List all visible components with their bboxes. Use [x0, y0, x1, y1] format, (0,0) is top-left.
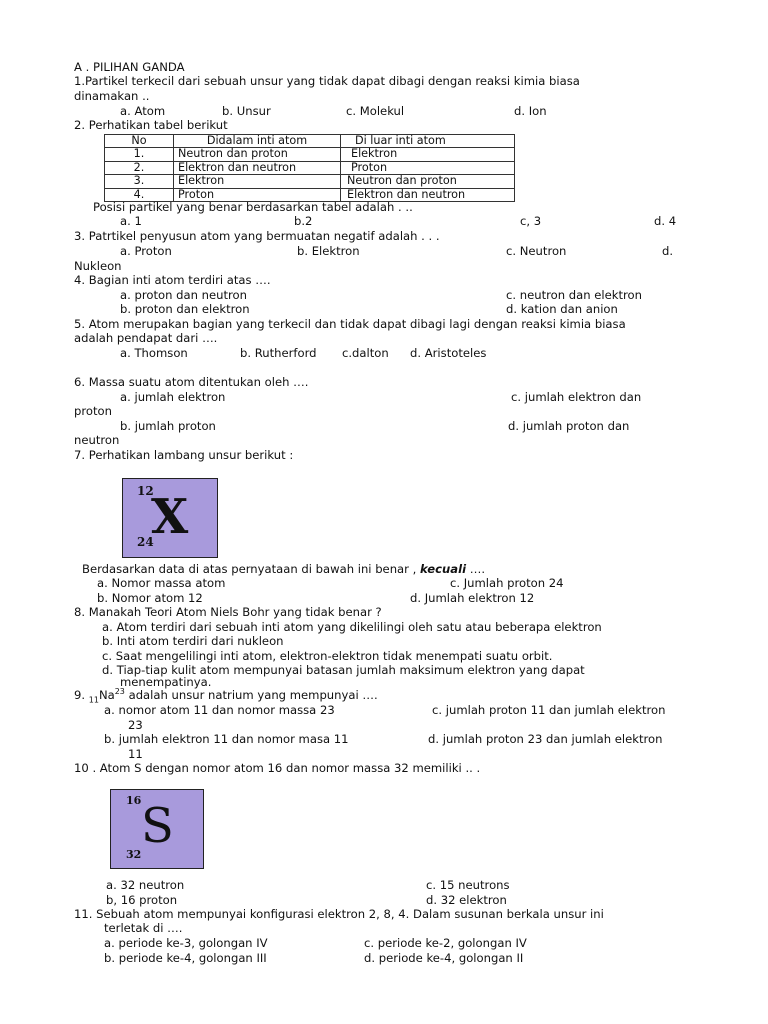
- q8-option-a: a. Atom terdiri dari sebuah inti atom yang dikelilingi oleh satu atau beberapa elektron: [102, 620, 602, 634]
- q10-option-b: b, 16 proton: [106, 893, 178, 907]
- element-box-s: [110, 789, 204, 869]
- q11-option-c: c. periode ke-2, golongan IV: [364, 936, 527, 950]
- table-cell: Elektron: [174, 175, 341, 188]
- q7-question: [82, 562, 485, 577]
- q3-option-c: c. Neutron: [506, 244, 567, 258]
- q9-option-d: d. jumlah proton 23 dan jumlah elektron: [428, 732, 663, 746]
- q4-option-b: b. proton dan elektron: [120, 302, 250, 316]
- element-top-number: 12: [137, 484, 154, 498]
- q1-option-b: b. Unsur: [222, 104, 271, 118]
- q2-option-c: c, 3: [520, 214, 542, 228]
- q3-text: 3. Patrtikel penyusun atom yang bermuatan negatif adalah . . .: [74, 229, 440, 243]
- q9-mass-number: 23: [114, 687, 125, 697]
- q11-text: 11. Sebuah atom mempunyai konfigurasi elektron 2, 8, 4. Dalam susunan berkala unsur ini: [74, 907, 604, 921]
- q10-option-d: d. 32 elektron: [426, 893, 507, 907]
- element-box-x: [122, 478, 218, 558]
- q6-text: 6. Massa suatu atom ditentukan oleh ….: [74, 375, 309, 389]
- q9-symbol: Na: [98, 688, 115, 702]
- q8-option-d: d. Tiap-tiap kulit atom mempunyai batasan jumlah maksimum elektron yang dapat: [102, 663, 585, 677]
- q7-question-text: Berdasarkan data di atas pernyataan di bawah ini benar ,: [82, 562, 417, 576]
- table-cell: 3.: [105, 175, 174, 188]
- q9-option-b: b. jumlah elektron 11 dan nomor masa 11: [104, 732, 349, 746]
- q9-text: [74, 688, 378, 703]
- table-cell: Neutron dan proton: [174, 148, 341, 161]
- q6-option-c: c. jumlah elektron dan: [511, 390, 642, 404]
- q11-option-d: d. periode ke-4, golongan II: [364, 951, 524, 965]
- q6-option-d: d. jumlah proton dan: [508, 419, 630, 433]
- q10-text: 10 . Atom S dengan nomor atom 16 dan nomor massa 32 memiliki .. .: [74, 761, 481, 775]
- q5-text: 5. Atom merupakan bagian yang terkecil dan tidak dapat dibagi lagi dengan reaksi kimia biasa: [74, 317, 626, 331]
- q4-option-a: a. proton dan neutron: [120, 288, 247, 302]
- q3-option-d-cont: Nukleon: [74, 259, 122, 273]
- table-row: [105, 148, 515, 161]
- table-header: No: [105, 135, 174, 148]
- q4-text: 4. Bagian inti atom terdiri atas ….: [74, 273, 271, 287]
- particle-table: [104, 134, 515, 202]
- q1-option-d: d. Ion: [514, 104, 547, 118]
- q1-option-a: a. Atom: [120, 104, 166, 118]
- q11-text-cont: terletak di ….: [104, 921, 183, 935]
- q9-text-rest: adalah unsur natrium yang mempunyai ….: [124, 688, 378, 702]
- q11-option-a: a. periode ke-3, golongan IV: [104, 936, 268, 950]
- q5-text-cont: adalah pendapat dari ….: [74, 331, 218, 345]
- q2-question: Posisi partikel yang benar berdasarkan tabel adalah . ..: [93, 200, 413, 214]
- table-cell: Elektron dan neutron: [341, 188, 515, 201]
- q1-text: 1.Partikel terkecil dari sebuah unsur yang tidak dapat dibagi dengan reaksi kimia biasa: [74, 74, 580, 88]
- table-row: [105, 161, 515, 174]
- table-header-row: [105, 135, 515, 148]
- q7-option-d: d. Jumlah elektron 12: [410, 591, 535, 605]
- table-cell: 4.: [105, 188, 174, 201]
- q11-option-b: b. periode ke-4, golongan III: [104, 951, 267, 965]
- q10-option-a: a. 32 neutron: [106, 878, 185, 892]
- element-symbol: X: [151, 489, 189, 545]
- q2-option-b: b.2: [294, 214, 313, 228]
- table-cell: Proton: [174, 188, 341, 201]
- element-bottom-number: 32: [126, 848, 142, 861]
- section-title: A . PILIHAN GANDA: [74, 60, 185, 74]
- table-cell: 2.: [105, 161, 174, 174]
- q4-option-c: c. neutron dan elektron: [506, 288, 642, 302]
- q9-option-d-cont: 11: [128, 747, 143, 761]
- q6-option-c-cont: proton: [74, 404, 112, 418]
- q6-option-b: b. jumlah proton: [120, 419, 216, 433]
- table-cell: Elektron: [341, 148, 515, 161]
- q9-option-c: c. jumlah proton 11 dan jumlah elektron: [432, 703, 666, 717]
- element-symbol: S: [141, 798, 174, 854]
- q8-text: 8. Manakah Teori Atom Niels Bohr yang tidak benar ?: [74, 605, 382, 619]
- q3-option-d: d.: [662, 244, 674, 258]
- q7-option-b: b. Nomor atom 12: [97, 591, 203, 605]
- q8-option-c: c. Saat mengelilingi inti atom, elektron-elektron tidak menempati suatu orbit.: [102, 649, 553, 663]
- q1-text-cont: dinamakan ..: [74, 89, 150, 103]
- q9-number: 9.: [74, 688, 86, 702]
- q5-option-d: d. Aristoteles: [410, 346, 487, 360]
- table-cell: Neutron dan proton: [341, 175, 515, 188]
- q8-option-d-cont: menempatinya.: [120, 675, 212, 689]
- q6-option-d-cont: neutron: [74, 433, 120, 447]
- table-cell: 1.: [105, 148, 174, 161]
- q1-option-c: c. Molekul: [346, 104, 405, 118]
- q9-option-c-cont: 23: [128, 718, 143, 732]
- q9-option-a: a. nomor atom 11 dan nomor massa 23: [104, 703, 335, 717]
- q2-text: 2. Perhatikan tabel berikut: [74, 118, 228, 132]
- q7-question-emphasis: kecuali: [419, 562, 467, 576]
- table-row: [105, 175, 515, 188]
- element-bottom-number: 24: [137, 535, 154, 549]
- q7-question-end: ….: [466, 562, 486, 576]
- q5-option-b: b. Rutherford: [240, 346, 317, 360]
- q3-option-b: b. Elektron: [297, 244, 360, 258]
- q5-option-a: a. Thomson: [120, 346, 188, 360]
- q6-option-a: a. jumlah elektron: [120, 390, 226, 404]
- table-cell: Proton: [341, 161, 515, 174]
- q2-option-d: d. 4: [654, 214, 677, 228]
- element-top-number: 16: [126, 794, 142, 807]
- q4-option-d: d. kation dan anion: [506, 302, 618, 316]
- q10-option-c: c. 15 neutrons: [426, 878, 510, 892]
- q9-atomic-number: 11: [88, 695, 99, 705]
- q7-text: 7. Perhatikan lambang unsur berikut :: [74, 448, 294, 462]
- table-header: Didalam inti atom: [174, 135, 341, 148]
- q7-option-c: c. Jumlah proton 24: [450, 576, 564, 590]
- q3-option-a: a. Proton: [120, 244, 172, 258]
- q2-option-a: a. 1: [120, 214, 142, 228]
- q7-option-a: a. Nomor massa atom: [97, 576, 226, 590]
- q5-option-c: c.dalton: [342, 346, 389, 360]
- table-cell: Elektron dan neutron: [174, 161, 341, 174]
- table-header: Di luar inti atom: [341, 135, 515, 148]
- q8-option-b: b. Inti atom terdiri dari nukleon: [102, 634, 284, 648]
